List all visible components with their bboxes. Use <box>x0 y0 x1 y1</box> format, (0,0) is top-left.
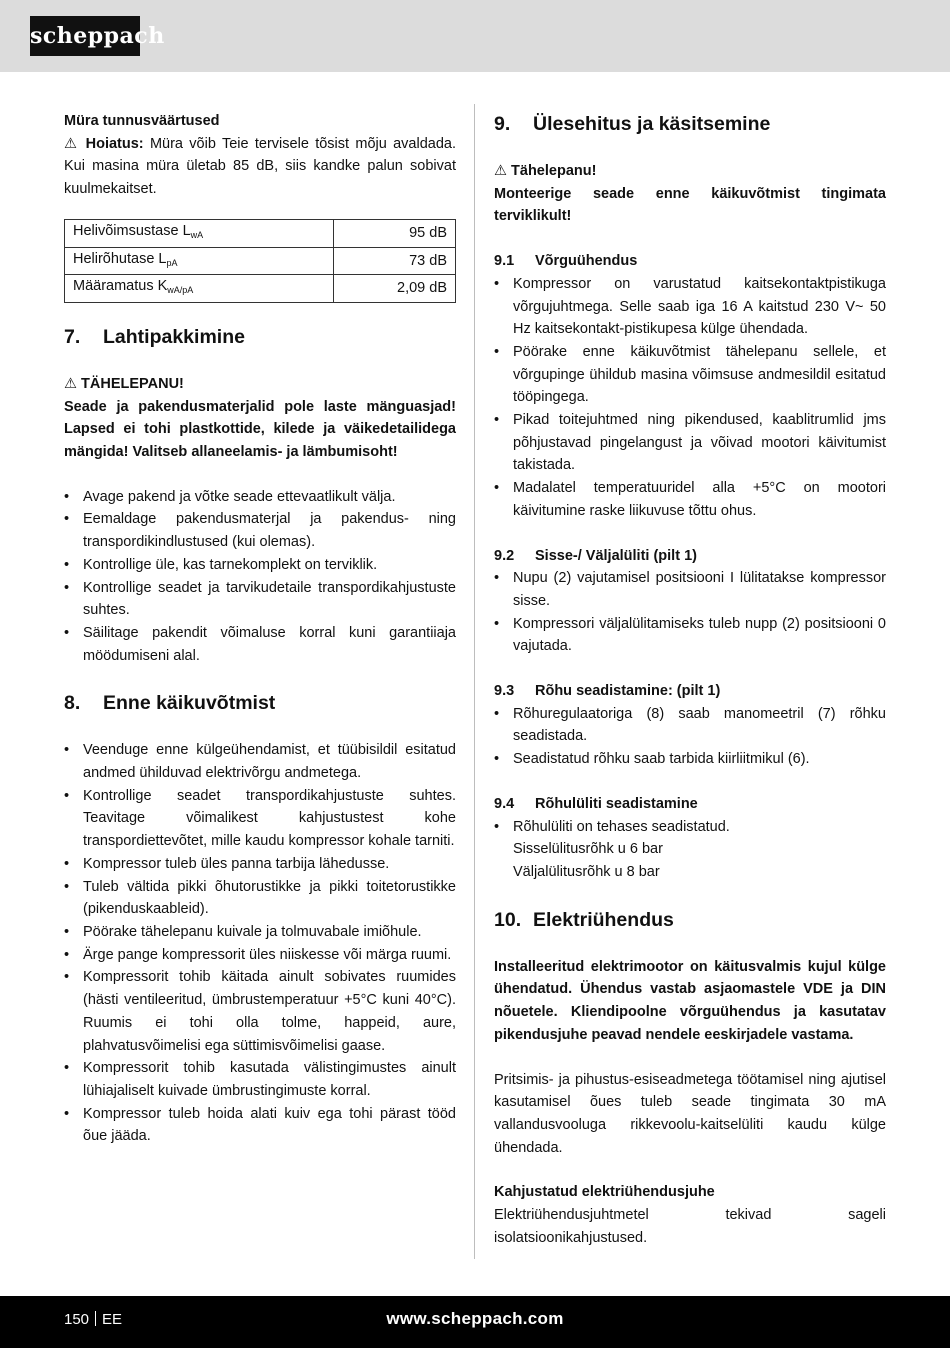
list-item: • Kompressor on varustatud kaitsekontaktpistikuga võrgujuhtmega. Selle saab iga 16 A kaitstud 230 V~ 50 Hz kaitsekontakt-pistikupesa külge ühendada. <box>494 273 886 341</box>
list-item: • Säilitage pakendit võimaluse korral kuni garantiiaja möödumiseni alal. <box>64 622 456 667</box>
list-item: • Pöörake tähelepanu kuivale ja tolmuvabale imiõhule. <box>64 921 456 944</box>
noise-title: Müra tunnusväärtused <box>64 113 220 129</box>
list-item: • Ärge pange kompressorit üles niiskesse või märga ruumi. <box>64 944 456 967</box>
list-item: • Kompressor tuleb üles panna tarbija lähedusse. <box>64 853 456 876</box>
warning-icon: ⚠ <box>494 163 507 179</box>
list-item: • Kontrollige seadet transpordikahjustuste suhtes. Teavitage võimalikest kahjustustest kohe transpordiettevõtet, mille kaudu kompressor kohale tarniti. <box>64 785 456 853</box>
section-title: Rõhulüliti seadistamine <box>535 795 698 812</box>
list-item: • Eemaldage pakendusmaterjal ja pakendus- ning transpordikindlustused (kui olemas). <box>64 508 456 553</box>
list-item: • Kompressor tuleb hoida alati kuiv ega tohi pärast tööd õue jääda. <box>64 1103 456 1148</box>
row-label-sub: pA <box>166 257 178 268</box>
table-cell-label <box>65 275 334 303</box>
section-9-4-heading <box>494 793 886 816</box>
s8-list <box>64 739 456 1148</box>
page-footer <box>0 1296 950 1348</box>
warning-title-text: TÄHELEPANU! <box>81 375 184 392</box>
section-number: 9.2 <box>494 547 515 564</box>
s10-paragraph: Pritsimis- ja pihustus-esiseadmetega töötamisel ning ajutisel kasutamisel õues tuleb seade tingimata 30 mA vallandusvooluga rikkevoolu-kaitselüliti kaudu külge ühendada. <box>494 1071 886 1156</box>
language-code: EE <box>102 1311 123 1328</box>
noise-warning <box>64 133 456 201</box>
section-number: 10. <box>494 908 522 931</box>
table-cell-value: 2,09 dB <box>333 275 455 303</box>
section-title: Elektriühendus <box>533 908 674 931</box>
section-9-1-heading <box>494 250 886 273</box>
row-label: Helirõhutase L <box>73 250 167 267</box>
table-cell-value: 95 dB <box>333 219 455 247</box>
row-label-sub: wA <box>190 229 204 240</box>
section-9-3-heading <box>494 680 886 703</box>
s91-list <box>494 273 886 523</box>
section-title: Ülesehitus ja käsitsemine <box>533 113 771 135</box>
website-link[interactable]: www.scheppach.com <box>386 1309 564 1328</box>
warning-icon: ⚠ <box>64 375 77 392</box>
noise-warning-label: Hoiatus: <box>85 135 144 152</box>
damaged-cable-text: Elektriühendusjuhtmetel tekivad sageli isolatsioonikahjustused. <box>494 1207 886 1246</box>
s92-list <box>494 567 886 658</box>
s7-warning-title <box>64 373 456 396</box>
section-number: 7. <box>64 325 81 348</box>
s7-warning-text: Seade ja pakendusmaterjalid pole laste mänguasjad! Lapsed ei tohi plastkottide, kilede ja väikedetailidega mängida! Valitseb allaneelamis- ja lämbumisoht! <box>64 398 456 461</box>
section-number: 9.4 <box>494 795 515 812</box>
column-divider <box>474 104 475 1259</box>
noise-warning-text: Müra võib Teie tervisele tõsist mõju avaldada. Kui masina müra ületab 85 dB, siis kandke palun sobivat kuulmekaitset. <box>64 135 457 198</box>
section-title: Rõhu seadistamine: (pilt 1) <box>535 683 721 700</box>
section-10-heading <box>494 906 886 934</box>
s9-warning-title <box>494 160 886 183</box>
brand-logo: scheppach <box>30 16 140 56</box>
list-item: • Rõhulüliti on tehases seadistatud. <box>494 816 886 839</box>
section-number: 9.3 <box>494 683 515 700</box>
list-item: • Kompressorit tohib kasutada välistingimustes ainult lühiajaliselt kuivade ümbrustingimuste korral. <box>64 1057 456 1102</box>
section-number: 8. <box>64 692 81 715</box>
row-label: Helivõimsustase L <box>73 222 191 239</box>
list-item: • Madalatel temperatuuridel alla +5°C on mootori käivitumine raske liikuvuse tõttu ohus. <box>494 477 886 522</box>
noise-table <box>64 219 456 303</box>
switch-off-pressure: Väljalülitusrõhk u 8 bar <box>513 863 660 880</box>
page-number-value: 150 <box>64 1311 90 1328</box>
table-cell-label <box>65 219 334 247</box>
right-column <box>494 110 886 1249</box>
list-item: • Avage pakend ja võtke seade ettevaatlikult välja. <box>64 486 456 509</box>
table-row <box>65 275 456 303</box>
list-item: • Seadistatud rõhku saab tarbida kiirliitmikul (6). <box>494 748 886 771</box>
page-header <box>0 0 950 72</box>
section-title: Võrguühendus <box>535 253 638 270</box>
section-8-heading <box>64 689 456 717</box>
table-row <box>65 247 456 275</box>
section-7-heading <box>64 323 456 351</box>
row-label-sub: wA/pA <box>167 285 194 296</box>
list-item: • Pöörake enne käikuvõtmist tähelepanu sellele, et võrgupinge ühildub masina võimsuse andmesildil esitatud tööpingega. <box>494 341 886 409</box>
list-item: • Kontrollige seadet ja tarvikudetaile transpordikahjustuste suhtes. <box>64 577 456 622</box>
section-title: Sisse-/ Väljalüliti (pilt 1) <box>535 547 697 564</box>
damaged-cable-title: Kahjustatud elektriühendusjuhe <box>494 1184 715 1201</box>
list-item: • Kompressorit tohib käitada ainult sobivates ruumides (hästi ventileeritud, ümbrustemperatuur +5°C kuni 40°C). Ruumis ei tohi olla tolme, happeid, aure, plahvatusvõimelisi ega süttimisvõimelisi gaase. <box>64 966 456 1057</box>
row-label: Määramatus K <box>73 278 168 295</box>
list-item: • Rõhuregulaatoriga (8) saab manomeetril (7) rõhku seadistada. <box>494 703 886 748</box>
table-cell-label <box>65 247 334 275</box>
list-item: • Kompressori väljalülitamiseks tuleb nupp (2) positsiooni 0 vajutada. <box>494 613 886 658</box>
section-title: Lahtipakkimine <box>103 325 245 348</box>
s93-list <box>494 703 886 771</box>
s10-bold-paragraph: Installeeritud elektrimootor on käitusvalmis kujul külge ühendatud. Ühendus vastab asjaomastele VDE ja DIN nõuetele. Kliendipoolne võrguühendus ja kasutatav pikendusjuhe peavad nendele eeskirjadele vastama. <box>494 958 886 1043</box>
list-item: • Pikad toitejuhtmed ning pikendused, kaablitrumlid jms põhjustavad pingelangust ja võivad mootori käivitumist takistada. <box>494 409 886 477</box>
table-cell-value: 73 dB <box>333 247 455 275</box>
section-9-heading <box>494 110 886 138</box>
section-number: 9.1 <box>494 253 515 270</box>
table-row <box>65 219 456 247</box>
s9-warning-text: Monteerige seade enne käikuvõtmist tingimata terviklikult! <box>494 185 886 225</box>
left-column <box>64 110 456 1148</box>
list-item: • Kontrollige üle, kas tarnekomplekt on terviklik. <box>64 554 456 577</box>
list-item: • Veenduge enne külgeühendamist, et tüübisildil esitatud andmed ühilduvad elektrivõrgu andmetega. <box>64 739 456 784</box>
warning-title-text: Tähelepanu! <box>511 163 597 179</box>
section-title: Enne käikuvõtmist <box>103 692 276 715</box>
list-item: • Tuleb vältida pikki õhutorustikke ja pikki toitetorustikke (pikenduskaableid). <box>64 876 456 921</box>
section-9-2-heading <box>494 545 886 568</box>
list-item: • Nupu (2) vajutamisel positsiooni I lülitatakse kompressor sisse. <box>494 567 886 612</box>
s7-list <box>64 486 456 668</box>
switch-on-pressure: Sisselülitusrõhk u 6 bar <box>513 841 663 858</box>
s94-list <box>494 816 886 839</box>
warning-icon: ⚠ <box>64 135 80 152</box>
section-number: 9. <box>494 113 511 135</box>
